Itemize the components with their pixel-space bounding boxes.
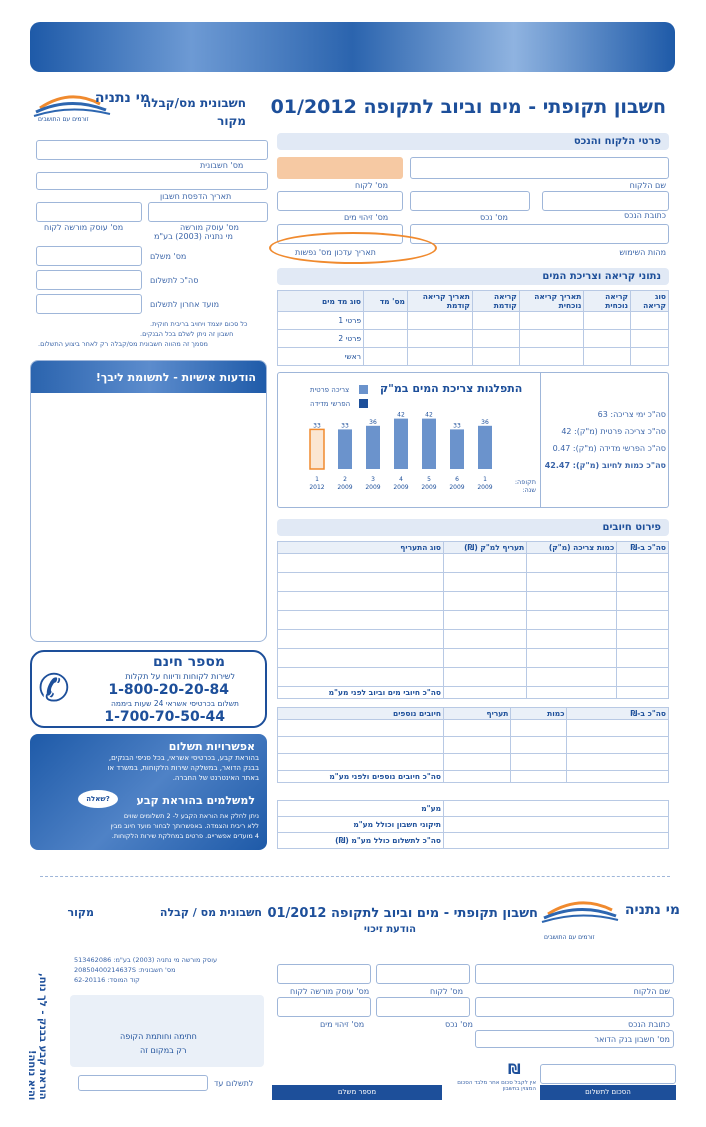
usage-label: מהות השימוש bbox=[619, 248, 666, 257]
col-head: סה"כ ב-₪ bbox=[617, 542, 669, 554]
charges-total-row bbox=[278, 687, 669, 699]
free-sub2: תשלום בכרטיסי אשראי 24 שעות ביממה bbox=[111, 699, 239, 708]
pay-m2: ללא ריבית והצמדה. באפשרותך לבחור מועד חיוב מבין bbox=[110, 822, 259, 830]
table-row bbox=[278, 348, 669, 366]
logo-name: מי נתניה bbox=[94, 90, 150, 106]
vat-label: מע"מ bbox=[278, 801, 444, 817]
pay-until-label: לתשלום עד bbox=[214, 1079, 254, 1088]
b-r3: קוד המוסד: 62-20116 bbox=[74, 976, 140, 984]
col-head: חיובים נוספים bbox=[278, 708, 444, 720]
customer-highlight bbox=[277, 157, 403, 179]
table-row bbox=[278, 668, 669, 687]
col-head: תאריך קריאה קודמת bbox=[408, 291, 473, 312]
charges-head-row bbox=[278, 542, 669, 554]
asset-label: מס' נכס bbox=[480, 213, 508, 222]
messages-title: הודעות אישיות - לתשומת ליבך! bbox=[95, 371, 256, 384]
pay-l1: בהוראת קבע, בכרטיסי אשראי, בכל סניפי הבנקים, bbox=[108, 754, 259, 762]
chart-bar bbox=[450, 429, 464, 469]
chart-tick-label: 5 bbox=[427, 476, 431, 483]
free-phone-box bbox=[30, 650, 267, 728]
chart-tick-label: 1 bbox=[483, 476, 487, 483]
licensed-client-field bbox=[36, 202, 142, 222]
table-row bbox=[278, 611, 669, 630]
b-asset-field bbox=[376, 997, 470, 1017]
b-cust-field bbox=[376, 964, 470, 984]
col-head: סוג מד מים bbox=[278, 291, 364, 312]
question-bubble-icon: שאלה? bbox=[78, 790, 118, 808]
chart-xlabel: תקופה: שנה: bbox=[514, 478, 536, 494]
licensed2-label: מי נתניה (2003) בע"מ bbox=[154, 232, 233, 241]
col-head: כמות bbox=[511, 708, 567, 720]
invoice-date-field bbox=[36, 172, 268, 190]
bottom-notice: הודעת זיכוי bbox=[363, 924, 416, 935]
bottom-receipt: חשבונית מס / קבלה bbox=[159, 906, 262, 919]
table-row bbox=[278, 737, 669, 754]
vat-row bbox=[278, 801, 669, 817]
customer-name-field bbox=[410, 157, 669, 179]
shekel-icon: ₪ bbox=[508, 1062, 521, 1078]
legend-1: צריכה פרטית bbox=[310, 386, 350, 394]
chart-tick-label: 2009 bbox=[337, 484, 353, 491]
last-date-field bbox=[36, 294, 142, 314]
receipt-sub: מקור bbox=[217, 114, 246, 128]
address-field bbox=[542, 191, 669, 211]
b-lic-label: מס' עוסק מורשה לקוח bbox=[290, 987, 370, 996]
chart-tick-label: 2009 bbox=[393, 484, 409, 491]
chart-bar bbox=[310, 429, 324, 469]
b-lic-field bbox=[277, 964, 371, 984]
chart-data-label: 36 bbox=[369, 418, 377, 426]
table-row bbox=[278, 754, 669, 771]
table-row bbox=[278, 630, 669, 649]
last-date-label: מועד אחרון לתשלום bbox=[150, 300, 220, 309]
free-sub: לשירות לקוחות ודיווח על תקלות bbox=[125, 672, 235, 681]
chart-tick-label: 6 bbox=[455, 476, 459, 483]
col-head: סה"כ ב-₪ bbox=[567, 708, 669, 720]
bottom-logo-tagline: זורמים עם התושבים bbox=[544, 934, 595, 941]
chart-data-label: 42 bbox=[425, 411, 433, 419]
customer-header: פרטי הלקוח והנכס bbox=[277, 133, 669, 150]
totals-table bbox=[277, 800, 669, 849]
bottom-logo-name: מי נתניה bbox=[624, 902, 680, 918]
reading-header: נתוני קריאה וצריכת המים bbox=[277, 268, 669, 285]
extra-total: סה"כ חיובים נוספים ולפני מע"מ bbox=[278, 771, 444, 783]
chart-bar bbox=[478, 426, 492, 469]
free-phone1: 1-800-20-20-84 bbox=[108, 682, 229, 698]
usage-field bbox=[410, 224, 669, 244]
sum-field bbox=[540, 1064, 676, 1084]
top-banner bbox=[30, 22, 675, 72]
b-cust-label: מס' לקוח bbox=[430, 987, 463, 996]
b-name-field bbox=[475, 964, 674, 984]
b-id-field bbox=[277, 997, 371, 1017]
meter-cell: פרטי 2 bbox=[278, 330, 364, 348]
chart-tick-label: 2009 bbox=[449, 484, 465, 491]
meter-cell: ראשי bbox=[278, 348, 364, 366]
logo-tagline: זורמים עם התושבים bbox=[38, 116, 89, 123]
id-label: מס' זיהוי מים bbox=[344, 213, 389, 222]
chart-data-label: 33 bbox=[313, 422, 321, 430]
free-phone2: 1-700-70-50-44 bbox=[104, 709, 225, 725]
chart-bar bbox=[394, 419, 408, 469]
chart-bar bbox=[338, 429, 352, 469]
cons-l1: סה"כ ימי צריכה: 63 bbox=[597, 410, 666, 419]
extra-total-row bbox=[278, 771, 669, 783]
col-head: תאריך קריאה נוכחית bbox=[519, 291, 584, 312]
payment-box bbox=[30, 734, 267, 850]
free-title: מספר חינם bbox=[153, 654, 225, 670]
chart-tick-label: 2012 bbox=[309, 484, 325, 491]
invoice-date-label: תאריך הדפסת חשבון bbox=[160, 192, 232, 201]
grand-row bbox=[278, 833, 669, 849]
bottom-logo bbox=[540, 890, 680, 946]
cust-no-label: מס' לקוח bbox=[355, 181, 388, 190]
bank-note: אין לקבל סכום אחר מלבד הסכום המצוין בחשבון bbox=[457, 1080, 536, 1092]
cons-l2: סה"כ צריכה פרטית (מ"ק): 42 bbox=[561, 427, 666, 436]
address-label: כתובת הנכס bbox=[624, 211, 666, 220]
divider bbox=[540, 372, 541, 508]
stamp-label2: רק במקום זה bbox=[140, 1046, 187, 1055]
note1: כל סכום יוצמד ויחויב בריבית חוקית. bbox=[150, 320, 248, 328]
b-postal-label: מס' חשבון בנק הדואר bbox=[594, 1035, 670, 1044]
col-head: קריאה נוכחית bbox=[584, 291, 631, 312]
cust-no-field bbox=[277, 191, 403, 211]
payer-bar: מספר משלם bbox=[272, 1085, 442, 1100]
extra-table bbox=[277, 707, 669, 783]
consumption-chart bbox=[300, 405, 510, 501]
bottom-title: חשבון תקופתי - מים וביוב לתקופה 01/2012 bbox=[267, 906, 538, 921]
charges-header: פירוט חיובים bbox=[277, 519, 669, 536]
charges-total: סה"כ חיובי מים וביוב לפני מע"מ bbox=[278, 687, 444, 699]
b-name-label: שם הלקוח bbox=[633, 987, 670, 996]
grand-label: סה"כ לתשלום כולל מע"מ (₪) bbox=[278, 833, 444, 849]
phone-icon: ✆ bbox=[38, 666, 70, 710]
licensed-field bbox=[148, 202, 268, 222]
b-r2: מס' חשבונית: 20850400214637S bbox=[74, 966, 176, 974]
chart-bar bbox=[422, 419, 436, 469]
b-addr-field bbox=[475, 997, 674, 1017]
col-head: תעריף למ"ק (₪) bbox=[444, 542, 527, 554]
invoice-label: מס' חשבונית bbox=[200, 161, 244, 170]
table-row bbox=[278, 720, 669, 737]
chart-data-label: 42 bbox=[397, 411, 405, 419]
stamp-label: חתימה וחותמת הקופה bbox=[120, 1032, 197, 1041]
invoice-field bbox=[36, 140, 268, 160]
chart-tick-label: 2009 bbox=[365, 484, 381, 491]
table-row bbox=[278, 330, 669, 348]
chart-tick-label: 2 bbox=[343, 476, 347, 483]
pay-until-field bbox=[78, 1075, 208, 1091]
chart-tick-label: 1 bbox=[315, 476, 319, 483]
adjust-row bbox=[278, 817, 669, 833]
asset-field bbox=[410, 191, 530, 211]
highlight-circle bbox=[269, 232, 437, 264]
chart-tick-label: 3 bbox=[371, 476, 375, 483]
to-pay-field bbox=[36, 270, 142, 290]
cons-l4: סה"כ כמות לחיוב (מ"ק): 42.47 bbox=[544, 461, 666, 470]
chart-data-label: 36 bbox=[481, 418, 489, 426]
pay-title2: למשלמים בהוראת קבע bbox=[136, 794, 255, 807]
table-row bbox=[278, 554, 669, 573]
receipt-title: חשבונית מס/קבלה bbox=[142, 96, 246, 110]
col-head: קריאה קודמת bbox=[472, 291, 519, 312]
licensed-label: מס' עוסק מורשה bbox=[180, 223, 239, 232]
chart-tick-label: 2009 bbox=[477, 484, 493, 491]
licensed-client-label: מס' עוסק מורשה לקוח bbox=[44, 223, 124, 232]
chart-title: התפלגות צריכת המים במ"ק bbox=[380, 382, 523, 395]
col-head: סוג קריאה bbox=[631, 291, 669, 312]
name-label: שם הלקוח bbox=[629, 181, 666, 190]
vertical-text: הוראת קבע בבנק - לך נוח, והיא נוחה! bbox=[26, 973, 48, 1100]
wave-logo-icon bbox=[540, 890, 620, 930]
messages-box bbox=[30, 360, 267, 642]
pay-title: אפשרויות תשלום bbox=[168, 740, 255, 753]
tear-line bbox=[40, 876, 670, 877]
logo bbox=[30, 82, 150, 124]
payer-label: מס' משלם bbox=[150, 252, 187, 261]
note2: חשבון זה ניתן לשלם בכל הבנקים. bbox=[140, 330, 234, 338]
col-head: סוג התעריף bbox=[278, 542, 444, 554]
meter-cell: פרטי 1 bbox=[278, 312, 364, 330]
chart-tick-label: 2009 bbox=[421, 484, 437, 491]
legend-swatch bbox=[359, 385, 368, 394]
chart-data-label: 33 bbox=[453, 422, 461, 430]
to-pay-label: סה"כ לתשלום bbox=[150, 276, 199, 285]
reading-table bbox=[277, 290, 669, 366]
chart-data-label: 33 bbox=[341, 422, 349, 430]
pay-m1: ניתן לחלק את הוראת הקבע ל- 2 תשלומים שווים bbox=[123, 812, 259, 820]
pay-l3: באתר האינטרנט של החברה. bbox=[172, 774, 259, 782]
chart-tick-label: 4 bbox=[399, 476, 403, 483]
pay-l2: בבנק הדואר, במשלקה שירות הלקוחות, במשרד או bbox=[107, 764, 259, 772]
note3: מסמך זה מהווה חשבונית מס/קבלה רק לאחר ביצוע התשלום. bbox=[38, 340, 208, 348]
adjust-label: תיקוני חשבון וכולל מע"מ bbox=[278, 817, 444, 833]
b-addr-label: כתובת הנכס bbox=[628, 1020, 670, 1029]
b-asset-label: מס' נכס bbox=[445, 1020, 473, 1029]
col-head: תעריף bbox=[444, 708, 511, 720]
pay-m3: 4 מועדים אפשריים. פרטים במחלקת שירות הלקוחות. bbox=[111, 832, 259, 840]
table-row bbox=[278, 573, 669, 592]
extra-head-row bbox=[278, 708, 669, 720]
bottom-orig: מקור bbox=[67, 906, 94, 919]
col-head: כמות צריכה (מ"ק) bbox=[527, 542, 617, 554]
b-id-label: מס' זיהוי מים bbox=[320, 1020, 365, 1029]
reading-head-row bbox=[278, 291, 669, 312]
update-date-label: תאריך עדכון מס' נפשות bbox=[295, 248, 376, 257]
table-row bbox=[278, 649, 669, 668]
payer-field bbox=[36, 246, 142, 266]
page-title: חשבון תקופתי - מים וביוב לתקופה 01/2012 bbox=[270, 96, 666, 118]
cons-l3: סה"כ הפרשי מדידה (מ"ק): 0.47 bbox=[552, 444, 666, 453]
b-r1: עוסק מורשה מי נתניה (2003) בע"מ: 513462086 bbox=[74, 956, 218, 964]
sum-bar: הסכום לתשלום bbox=[540, 1085, 676, 1100]
stamp-box bbox=[70, 995, 264, 1067]
col-head: מס' מד bbox=[364, 291, 408, 312]
table-row bbox=[278, 312, 669, 330]
charges-table bbox=[277, 541, 669, 699]
chart-bar bbox=[366, 426, 380, 469]
table-row bbox=[278, 592, 669, 611]
legend-2: הפרשי מדידה bbox=[310, 400, 351, 408]
